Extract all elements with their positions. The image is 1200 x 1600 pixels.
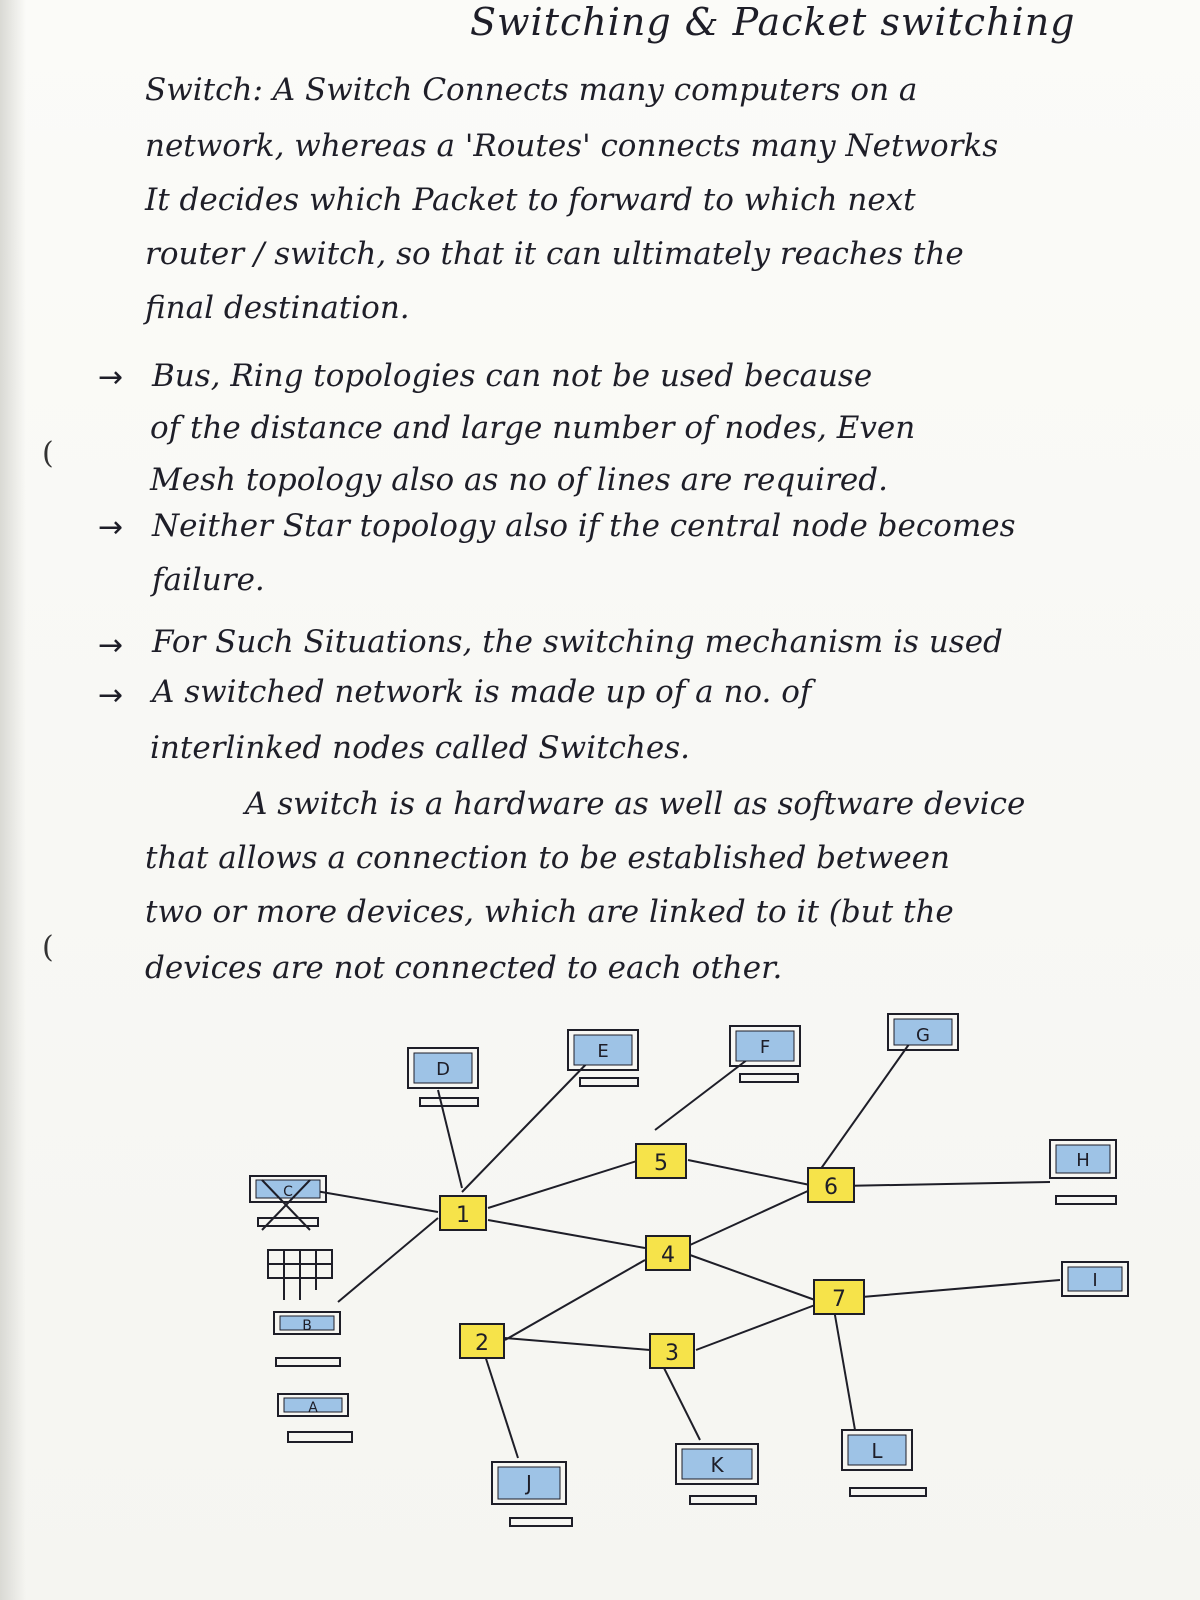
computer-j-icon: [492, 1462, 572, 1526]
margin-mark: (: [42, 436, 54, 471]
computer-g-icon: [888, 1014, 958, 1050]
link: [462, 1055, 595, 1192]
text-line: Neither Star topology also if the central node becomes: [152, 508, 1016, 544]
computer-label: K: [710, 1453, 724, 1477]
link: [660, 1360, 700, 1440]
computer-label: I: [1092, 1270, 1098, 1291]
computer-b-icon: [274, 1312, 340, 1366]
computer-label: B: [302, 1318, 312, 1334]
computer-c-icon: [250, 1176, 326, 1230]
computer-label: H: [1076, 1150, 1090, 1171]
computer-label: L: [871, 1439, 883, 1463]
page-title: Switching & Packet switching: [470, 0, 1076, 44]
switch-label: 1: [456, 1203, 470, 1228]
arrow-bullet-icon: →: [98, 678, 124, 713]
computer-label: A: [308, 1400, 318, 1416]
text-line: failure.: [152, 562, 265, 598]
text-line: It decides which Packet to forward to which next: [145, 182, 916, 218]
link: [696, 1305, 815, 1350]
link: [488, 1160, 640, 1208]
computer-f-icon: [730, 1026, 800, 1082]
text-line: final destination.: [145, 290, 410, 326]
switch-label: 5: [654, 1151, 668, 1176]
text-line: Bus, Ring topologies can not be used because: [152, 358, 873, 394]
link: [488, 1220, 645, 1248]
computer-label: C: [283, 1184, 293, 1200]
link: [690, 1190, 810, 1245]
text-line: devices are not connected to each other.: [145, 950, 783, 986]
computer-label: G: [916, 1025, 930, 1046]
switch-5: [636, 1144, 686, 1178]
link: [438, 1090, 462, 1188]
arrow-bullet-icon: →: [98, 360, 124, 395]
switch-label: 3: [665, 1341, 679, 1366]
arrow-bullet-icon: →: [98, 510, 124, 545]
text-line: of the distance and large number of nodes, Even: [150, 410, 916, 446]
link: [310, 1190, 438, 1212]
text-line: router / switch, so that it can ultimately reaches the: [145, 236, 964, 272]
link: [505, 1260, 645, 1340]
computer-a-icon: [278, 1394, 352, 1442]
link: [505, 1338, 650, 1350]
link: [338, 1218, 438, 1302]
switch-label: 4: [661, 1243, 675, 1268]
text-line: A switch is a hardware as well as software device: [245, 786, 1026, 822]
switch-3: [650, 1334, 694, 1368]
switch-label: 2: [475, 1331, 489, 1356]
link: [832, 1298, 855, 1430]
margin-mark: (: [42, 930, 54, 965]
computer-l-icon: [842, 1430, 926, 1496]
text-line: Mesh topology also as no of lines are required.: [150, 462, 888, 498]
switch-nodes: [440, 1144, 864, 1368]
switch-6: [808, 1168, 854, 1202]
arrow-bullet-icon: →: [98, 628, 124, 663]
switch-7: [814, 1280, 864, 1314]
link: [690, 1255, 815, 1300]
computer-h-icon: [1050, 1140, 1116, 1204]
text-line: that allows a connection to be established between: [145, 840, 950, 876]
computer-label: D: [436, 1059, 450, 1080]
link: [655, 1050, 760, 1130]
switch-4: [646, 1236, 690, 1270]
switch-label: 7: [832, 1287, 846, 1312]
text-line: A switched network is made up of a no. of: [152, 674, 812, 710]
computer-i-icon: [1062, 1262, 1128, 1296]
computer-d-icon: [408, 1048, 478, 1106]
computer-e-icon: [568, 1030, 638, 1086]
link: [840, 1182, 1050, 1186]
switch-label: 6: [824, 1175, 838, 1200]
switch-1: [440, 1196, 486, 1230]
scribble-mark: [268, 1250, 332, 1300]
text-line: For Such Situations, the switching mechanism is used: [152, 624, 1003, 660]
computer-label: J: [526, 1471, 532, 1495]
computer-k-icon: [676, 1444, 758, 1504]
text-line: two or more devices, which are linked to it (but the: [145, 894, 954, 930]
link: [820, 1040, 912, 1170]
text-line: interlinked nodes called Switches.: [150, 730, 691, 766]
link: [688, 1160, 810, 1185]
computer-label: E: [597, 1041, 609, 1062]
switch-2: [460, 1324, 504, 1358]
text-line: network, whereas a 'Routes' connects many Networks: [145, 128, 999, 164]
computer-label: F: [759, 1037, 771, 1058]
link: [850, 1280, 1060, 1298]
text-line: Switch: A Switch Connects many computers on a: [145, 72, 918, 108]
